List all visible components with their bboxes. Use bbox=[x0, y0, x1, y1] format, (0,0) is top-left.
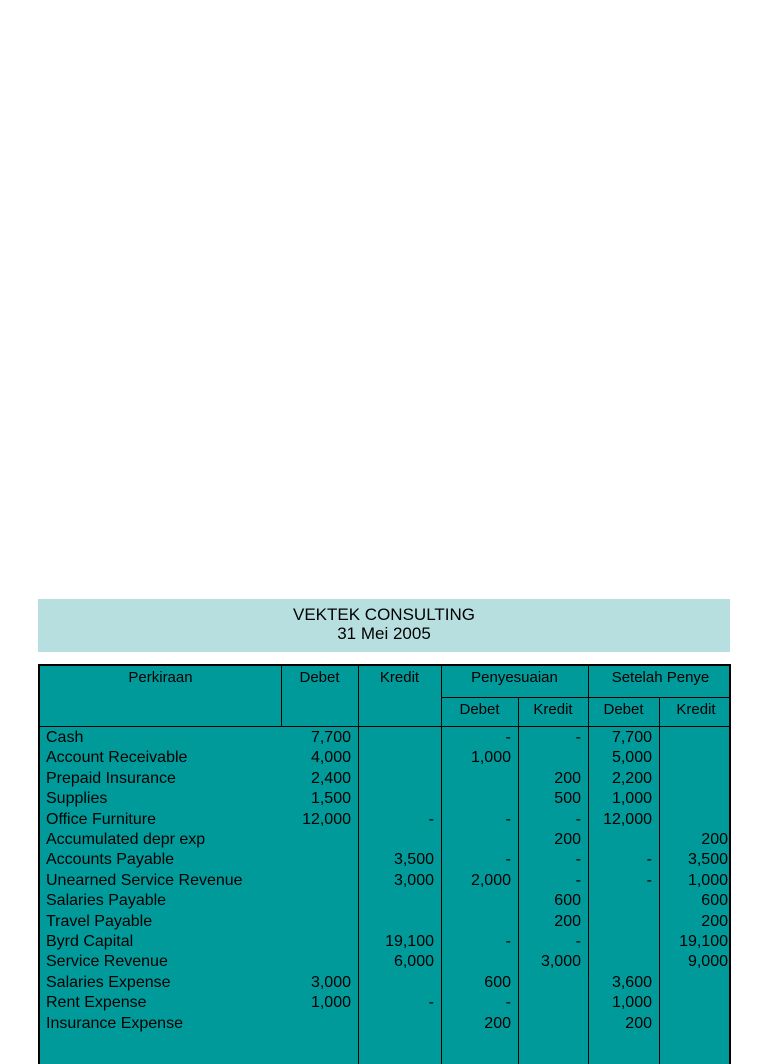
cell-debit: 1,000 bbox=[310, 994, 351, 1012]
cell-account: Service Revenue bbox=[46, 953, 168, 971]
cell-debit: 7,700 bbox=[310, 729, 351, 746]
cell-account: Rent Expense bbox=[46, 994, 147, 1012]
report-date: 31 Mei 2005 bbox=[337, 624, 431, 643]
col-header-debit: Debet bbox=[299, 669, 340, 686]
cell-adj-debit: - bbox=[505, 994, 511, 1012]
cell-adj-credit: - bbox=[575, 729, 581, 746]
col-header-adj-debit: Debet bbox=[459, 701, 500, 718]
cell-account: Accumulated depr exp bbox=[46, 831, 206, 848]
cell-adj-credit: - bbox=[575, 851, 581, 869]
cell-after-credit: 9,000 bbox=[687, 953, 728, 971]
col-header-adjustments: Penyesuaian bbox=[471, 669, 558, 686]
cell-adj-debit: 600 bbox=[484, 973, 511, 991]
cell-account: Insurance Expense bbox=[46, 1014, 183, 1032]
table-row bbox=[40, 952, 729, 972]
cell-after-debit: 7,700 bbox=[611, 729, 652, 746]
cell-credit: 19,100 bbox=[385, 933, 434, 950]
cell-account: Accounts Payable bbox=[46, 851, 175, 869]
cell-credit: - bbox=[428, 994, 434, 1012]
cell-after-credit: 1,000 bbox=[687, 871, 728, 889]
table-row bbox=[40, 932, 729, 952]
cell-adj-debit: - bbox=[505, 729, 511, 746]
cell-adj-debit: - bbox=[505, 933, 511, 950]
cell-adj-credit: - bbox=[575, 933, 581, 950]
table-row bbox=[40, 830, 729, 850]
table-row bbox=[40, 973, 729, 993]
worksheet-table bbox=[38, 664, 731, 1064]
col-header-after-debit: Debet bbox=[603, 701, 644, 718]
cell-account: Unearned Service Revenue bbox=[46, 871, 243, 889]
cell-after-debit: 12,000 bbox=[603, 810, 652, 828]
cell-after-debit: 3,600 bbox=[611, 973, 652, 991]
table-row bbox=[40, 871, 729, 891]
cell-after-credit: 19,100 bbox=[679, 933, 728, 950]
table-row bbox=[40, 769, 729, 789]
cell-account: Travel Payable bbox=[46, 912, 153, 930]
col-header-account: Perkiraan bbox=[128, 669, 193, 686]
table-row bbox=[40, 850, 729, 870]
table-row bbox=[40, 891, 729, 911]
cell-account: Account Receivable bbox=[46, 749, 188, 767]
cell-adj-debit: 1,000 bbox=[470, 749, 511, 767]
cell-after-debit: 200 bbox=[625, 1014, 652, 1032]
cell-adj-debit: - bbox=[505, 810, 511, 828]
table-row bbox=[40, 728, 729, 748]
cell-after-debit: 1,000 bbox=[611, 994, 652, 1012]
subheader-line bbox=[441, 697, 731, 698]
cell-after-credit: 200 bbox=[701, 831, 728, 848]
col-header-credit: Kredit bbox=[379, 669, 420, 686]
cell-debit: 12,000 bbox=[302, 810, 351, 828]
table-row bbox=[40, 748, 729, 768]
col-header-after-adjustment: Setelah Penye bbox=[611, 669, 710, 686]
header-bottom-line bbox=[40, 726, 731, 727]
cell-adj-debit: 200 bbox=[484, 1014, 511, 1032]
cell-adj-credit: 3,000 bbox=[540, 953, 581, 971]
table-row bbox=[40, 912, 729, 932]
cell-adj-credit: - bbox=[575, 810, 581, 828]
col-header-after-credit: Kredit bbox=[676, 701, 716, 718]
cell-after-credit: 200 bbox=[701, 912, 728, 930]
cell-credit: - bbox=[428, 810, 434, 828]
cell-account: Office Furniture bbox=[46, 810, 156, 828]
col-header-adj-credit: Kredit bbox=[533, 701, 573, 718]
cell-account: Byrd Capital bbox=[46, 933, 134, 950]
cell-adj-debit: 2,000 bbox=[470, 871, 511, 889]
cell-after-credit: 3,500 bbox=[687, 851, 728, 869]
cell-adj-credit: 600 bbox=[554, 892, 581, 910]
cell-adj-credit: 200 bbox=[554, 912, 581, 930]
cell-adj-credit: 500 bbox=[554, 790, 581, 808]
cell-account: Salaries Expense bbox=[46, 973, 171, 991]
cell-after-debit: - bbox=[646, 851, 652, 869]
cell-credit: 6,000 bbox=[393, 953, 434, 971]
cell-after-credit: 600 bbox=[701, 892, 728, 910]
cell-after-debit: 5,000 bbox=[611, 749, 652, 767]
cell-debit: 4,000 bbox=[310, 749, 351, 767]
cell-after-debit: 2,200 bbox=[611, 769, 652, 787]
table-row bbox=[40, 993, 729, 1013]
table-row bbox=[40, 789, 729, 809]
cell-credit: 3,000 bbox=[393, 871, 434, 889]
cell-adj-credit: - bbox=[575, 871, 581, 889]
cell-account: Supplies bbox=[46, 790, 108, 808]
cell-adj-credit: 200 bbox=[554, 769, 581, 787]
report-header bbox=[38, 599, 730, 652]
cell-account: Prepaid Insurance bbox=[46, 769, 176, 787]
table-row bbox=[40, 810, 729, 830]
cell-account: Cash bbox=[46, 729, 84, 746]
cell-after-debit: 1,000 bbox=[611, 790, 652, 808]
cell-debit: 3,000 bbox=[310, 973, 351, 991]
cell-adj-credit: 200 bbox=[554, 831, 581, 848]
cell-account: Salaries Payable bbox=[46, 892, 167, 910]
company-name: VEKTEK CONSULTING bbox=[293, 605, 475, 624]
cell-debit: 2,400 bbox=[310, 769, 351, 787]
cell-after-debit: - bbox=[646, 871, 652, 889]
cell-credit: 3,500 bbox=[393, 851, 434, 869]
cell-adj-debit: - bbox=[505, 851, 511, 869]
cell-debit: 1,500 bbox=[310, 790, 351, 808]
